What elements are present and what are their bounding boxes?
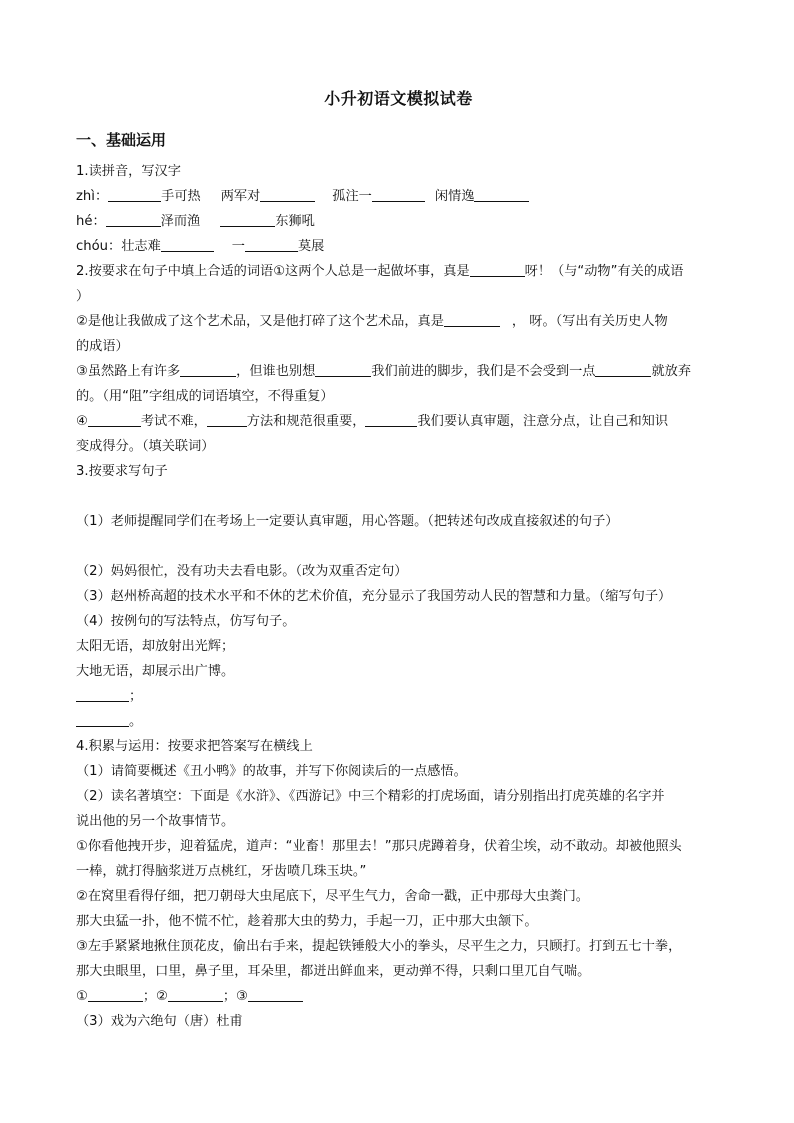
question-text: ，但谁也别想 <box>236 364 316 379</box>
question-text: 方法和规范很重要， <box>246 414 366 429</box>
passage-line: ③左手紧紧地揪住顶花皮，偷出右手来，提起铁锤般大小的拳头，尽平生之力，只顾打。打到五七十拳， <box>76 939 682 954</box>
passage-line: ②在窝里看得仔细，把刀朝母大虫尾底下，尽平生气力，舍命一戳，正中那母大虫粪门。 <box>76 889 589 904</box>
question-text: 呀！（与“动物”有关的成语 <box>524 264 684 279</box>
question-3-heading: 3.按要求写句子 <box>76 464 168 479</box>
word-fragment: 莫展 <box>297 239 325 254</box>
question-1-heading: 1.读拼音，写汉字 <box>76 164 181 179</box>
answer-blank[interactable] <box>108 187 161 202</box>
word-fragment: 泽而渔 <box>160 214 201 229</box>
answer-blank[interactable] <box>88 987 143 1002</box>
question-3-item: （1）老师提醒同学们在考场上一定要认真审题，用心答题。（把转述句改成直接叙述的句子） <box>76 514 619 529</box>
answer-blank[interactable] <box>470 262 525 277</box>
question-2-line: 变成得分。（填关联词） <box>76 439 215 454</box>
answer-blank[interactable] <box>372 187 425 202</box>
question-2-line <box>76 259 721 284</box>
question-2-line <box>76 309 721 334</box>
answer-blank[interactable] <box>245 237 298 252</box>
imitation-answer-line <box>76 709 721 734</box>
question-3-item: （2）妈妈很忙，没有功夫去看电影。（改为双重否定句） <box>76 564 408 579</box>
question-4-item: （2）读名著填空：下面是《水浒》、《西游记》中三个精彩的打虎场面，请分别指出打虎英雄的名字并 <box>76 789 665 804</box>
question-text: 考试不难， <box>140 414 207 429</box>
answer-blank[interactable] <box>248 987 303 1002</box>
answer-blank[interactable] <box>76 712 129 727</box>
question-text: 我们要认真审题，注意分点，让自己和知识 <box>417 414 669 429</box>
answer-blank[interactable] <box>595 362 651 377</box>
word-fragment: 孤注一 <box>332 189 372 204</box>
word-fragment: chóu：壮志难 <box>76 239 161 254</box>
punctuation: ； <box>129 689 143 704</box>
question-3-item: （4）按例句的写法特点，仿写句子。 <box>76 614 296 629</box>
question-text: ， 呀。（写出有关历史人物 <box>511 314 668 329</box>
question-text: 2.按要求在句子中填上合适的词语①这两个人总是一起做坏事，真是 <box>76 264 470 279</box>
word-fragment: 闲情逸 <box>434 189 475 204</box>
answer-blank[interactable] <box>207 412 247 427</box>
question-4-item: （1）请简要概述《丑小鸭》的故事，并写下你阅读后的一点感悟。 <box>76 764 467 779</box>
question-4-item: （3）戏为六绝句（唐）杜甫 <box>76 1014 243 1029</box>
example-sentence: 太阳无语，却放射出光辉； <box>76 639 235 654</box>
answer-blank[interactable] <box>106 212 161 227</box>
answer-blank[interactable] <box>260 187 315 202</box>
answer-blank[interactable] <box>180 362 236 377</box>
answer-blank[interactable] <box>161 237 214 252</box>
question-3-item: （3）赵州桥高超的技术水平和不休的艺术价值，充分显示了我国劳动人民的智慧和力量。（缩写句子） <box>76 589 672 604</box>
pinyin-chou-row <box>76 234 721 259</box>
question-text: ③虽然路上有许多 <box>76 364 181 379</box>
example-sentence: 大地无语，却展示出广博。 <box>76 664 235 679</box>
pinyin-zhi-row <box>76 184 721 209</box>
word-fragment: 手可热 <box>161 189 201 204</box>
pinyin-he-row <box>76 209 721 234</box>
answer-marker: ；③ <box>222 989 248 1004</box>
answer-marker: ① <box>76 989 88 1004</box>
answer-blank[interactable] <box>315 362 371 377</box>
answer-blank[interactable] <box>444 312 500 327</box>
passage-line: 一棒，就打得脑浆迸万点桃红，牙齿喷几珠玉块。” <box>76 864 367 879</box>
answer-marker: ；② <box>142 989 168 1004</box>
question-text: ④ <box>76 414 88 429</box>
question-4-heading: 4.积累与运用：按要求把答案写在横线上 <box>76 739 313 754</box>
word-fragment: 东狮吼 <box>275 214 315 229</box>
passage-line: 那大虫眼里，口里，鼻子里，耳朵里，都迸出鲜血来，更动弹不得，只剩口里兀自气喘。 <box>76 964 591 979</box>
question-2-line: ） <box>76 289 90 304</box>
answer-blank[interactable] <box>474 187 529 202</box>
question-2-line <box>76 409 721 434</box>
answer-blank[interactable] <box>220 212 275 227</box>
question-2-line: 的。（用“阻”字组成的词语填空，不得重复） <box>76 389 334 404</box>
question-text: 就放弃 <box>651 364 692 379</box>
question-4-item: 说出他的另一个故事情节。 <box>76 814 235 829</box>
pinyin-label: zhì： <box>76 189 109 204</box>
page-title: 小升初语文模拟试卷 <box>324 89 473 108</box>
answer-blank[interactable] <box>365 412 417 427</box>
question-2-line <box>76 359 721 384</box>
answer-blank[interactable] <box>76 687 129 702</box>
pinyin-label: hé： <box>76 214 106 229</box>
answer-blank[interactable] <box>168 987 223 1002</box>
word-fragment: 两军对 <box>220 189 261 204</box>
passage-line: ①你看他拽开步，迎着猛虎，道声：“业畜！那里去！”那只虎蹲着身，伏着尘埃，动不敢动。却被他照头 <box>76 839 682 854</box>
answer-blank[interactable] <box>88 412 141 427</box>
question-2-line: 的成语） <box>76 339 129 354</box>
word-fragment: 一 <box>231 239 245 254</box>
question-text: ②是他让我做成了这个艺术品，又是他打碎了这个艺术品，真是 <box>76 314 444 329</box>
section-heading: 一、基础运用 <box>76 131 167 149</box>
passage-line: 那大虫猛一扑，他不慌不忙，趁着那大虫的势力，手起一刀，正中那大虫颔下。 <box>76 914 538 929</box>
hero-answer-line <box>76 984 721 1009</box>
imitation-answer-line <box>76 684 721 709</box>
punctuation: 。 <box>129 714 143 729</box>
question-text: 我们前进的脚步，我们是不会受到一点 <box>371 364 596 379</box>
